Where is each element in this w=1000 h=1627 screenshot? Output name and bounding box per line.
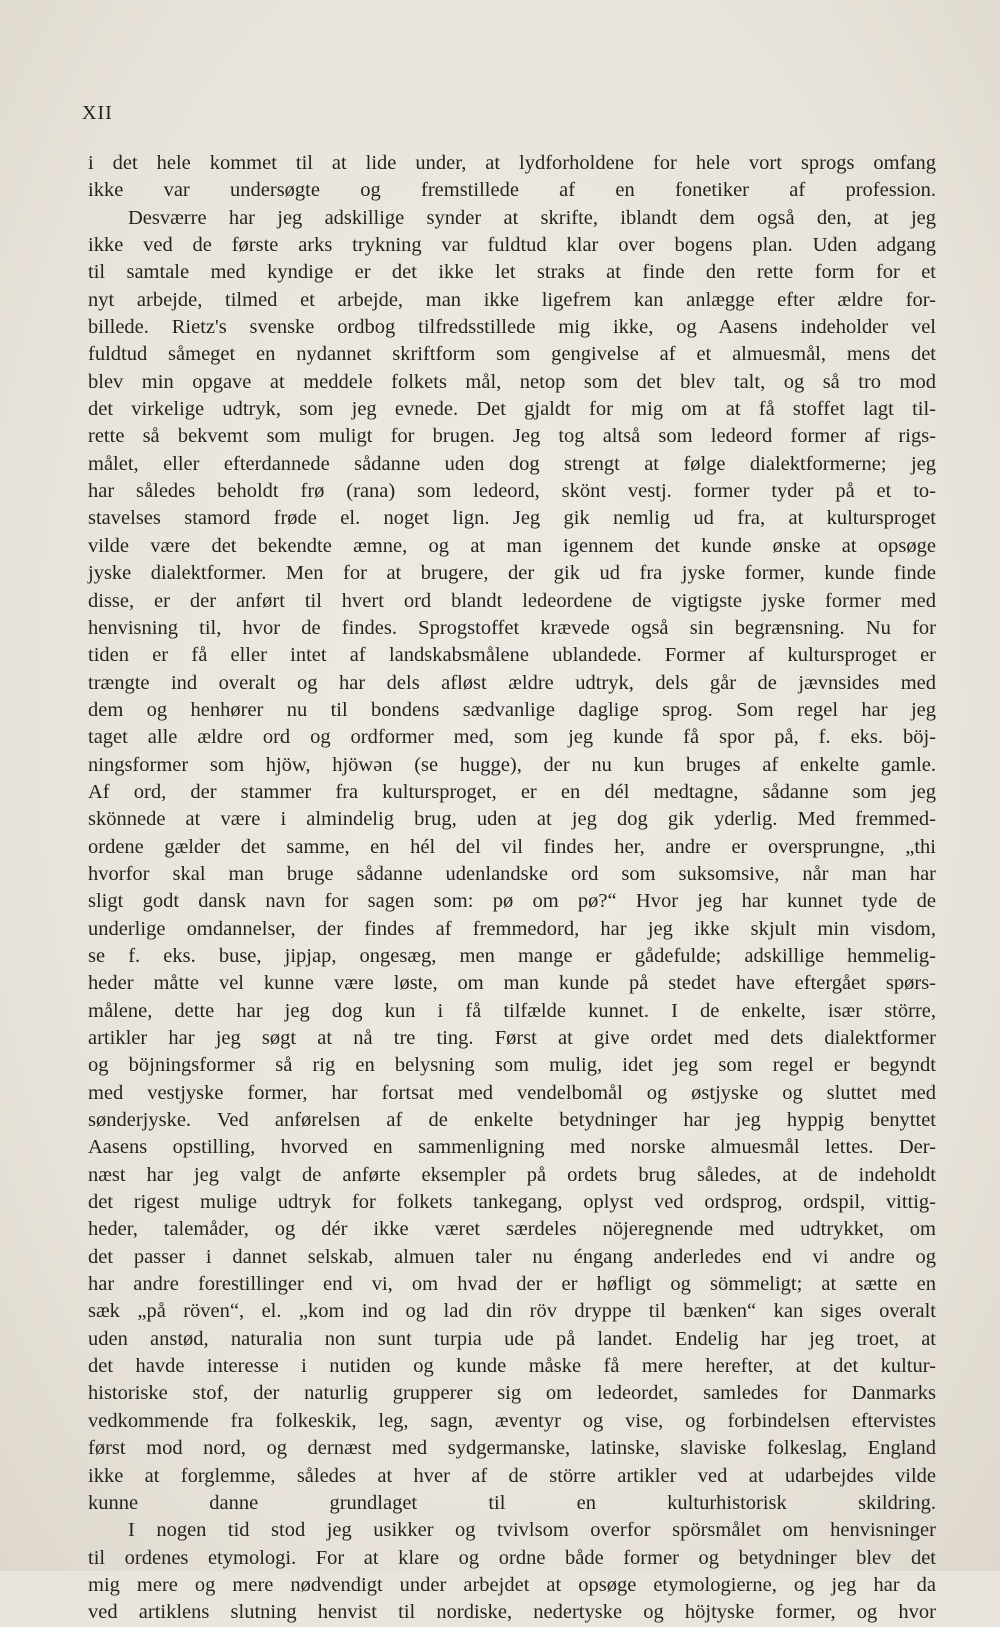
text-line: artikler har jeg søgt at nå tre ting. Først at give ordet med dets dialektformer [88, 1027, 936, 1049]
text-line: fuldtud såmeget en nydannet skriftform som gengivelse af et almuesmål, mens det [88, 343, 936, 366]
text-line: har andre forestillinger end vi, om hvad der er høfligt og sömmeligt; at sætte en [88, 1273, 936, 1296]
text-line: til ordenes etymologi. For at klare og ordne både former og betydninger blev det [88, 1546, 936, 1569]
text-line: underlige omdannelser, der findes af fremmedord, har jeg ikke skjult min visdom, [88, 917, 936, 940]
text-line: det havde interesse i nutiden og kunde måske få mere herefter, at det kultur- [88, 1355, 936, 1378]
text-line: kunne danne grundlaget til en kulturhistorisk skildring. [88, 1491, 936, 1514]
text-line: henvisning til, hvor de findes. Sprogstoffet krævede også sin begrænsning. Nu for [88, 616, 936, 639]
text-line: ordene gælder det samme, en hél del vil findes her, andre er oversprungne, „thi [88, 835, 936, 858]
text-line: i det hele kommet til at lide under, at lydforholdene for hele vort sprogs omfang [88, 152, 936, 174]
text-line: uden anstød, naturalia non sunt turpia ude på landet. Endelig har jeg troet, at [88, 1327, 936, 1350]
text-line: mig mere og mere nødvendigt under arbejdet at opsøge etymologierne, og jeg har da [88, 1573, 936, 1596]
text-line: trængte ind overalt og har dels afløst ældre udtryk, dels går de jævnsides med [88, 671, 936, 694]
text-line: ved artiklens slutning henvist til nordiske, nedertyske og höjtyske former, og hvor [88, 1601, 936, 1624]
text-line: disse, er der anført til hvert ord blandt ledeordene de vigtigste jyske former med [88, 589, 936, 612]
text-line: heder, talemåder, og dér ikke været særdeles nöjeregnende med udtrykket, om [88, 1218, 936, 1241]
text-line: taget alle ældre ord og ordformer med, som jeg kunde få spor på, f. eks. böj- [88, 726, 936, 749]
text-line: og böjningsformer så rig en belysning som mulig, idet jeg som regel er begyndt [88, 1054, 936, 1077]
text-line: vilde være det bekendte æmne, og at man igennem det kunde ønske at opsøge [88, 534, 936, 557]
text-line: det rigest mulige udtryk for folkets tankegang, oplyst ved ordsprog, ordspil, vittig- [88, 1191, 936, 1214]
text-line: målet, eller efterdannede sådanne uden dog strengt at følge dialektformerne; jeg [88, 452, 936, 475]
text-line: heder måtte vel kunne være løste, om man kunde på stedet have eftergået spørs- [88, 972, 936, 995]
text-line: næst har jeg valgt de anførte eksempler på ordets brug således, at de indeholdt [88, 1163, 936, 1186]
text-line: ikke var undersøgte og fremstillede af en fonetiker af profession. [88, 179, 936, 202]
text-line: skönnede at være i almindelig brug, uden at jeg dog gik yderlig. Med fremmed- [88, 808, 936, 831]
text-line: sønderjyske. Ved anførelsen af de enkelte betydninger har jeg hyppig benyttet [88, 1109, 936, 1132]
text-line: Af ord, der stammer fra kultursproget, er en dél medtagne, sådanne som jeg [88, 780, 936, 803]
text-line: historiske stof, der naturlig grupperer sig om ledeordet, samledes for Danmarks [88, 1382, 936, 1405]
text-line: blev min opgave at meddele folkets mål, netop som det blev talt, og så tro mod [88, 370, 936, 393]
text-line: Desværre har jeg adskillige synder at skrifte, iblandt dem også den, at jeg [128, 206, 936, 229]
text-line: I nogen tid stod jeg usikker og tvivlsom overfor spörsmålet om henvisninger [128, 1519, 936, 1542]
text-line: dem og henhører nu til bondens sædvanlige daglige sprog. Som regel har jeg [88, 698, 936, 721]
text-line: ikke ved de første arks trykning var fuldtud klar over bogens plan. Uden adgang [88, 234, 936, 257]
text-line: sligt godt dansk navn for sagen som: pø om pø?“ Hvor jeg har kunnet tyde de [88, 890, 936, 913]
text-line: hvorfor skal man bruge sådanne udenlandske ord som suksomsive, når man har [88, 862, 936, 885]
text-line: det virkelige udtryk, som jeg evnede. Det gjaldt for mig om at få stoffet lagt til- [88, 398, 936, 421]
text-line: billede. Rietz's svenske ordbog tilfredsstillede mig ikke, og Aasens indeholder vel [88, 316, 936, 339]
text-line: se f. eks. buse, jipjap, ongesæg, men mange er gådefulde; adskillige hemmelig- [88, 944, 936, 967]
page-number: XII [82, 102, 113, 124]
text-line: med vestjyske former, har fortsat med vendelbomål og østjyske og sluttet med [88, 1081, 936, 1104]
text-line: målene, dette har jeg dog kun i få tilfælde kunnet. I de enkelte, især större, [88, 999, 936, 1022]
text-line: sæk „på röven“, el. „kom ind og lad din röv dryppe til bænken“ kan siges overalt [88, 1300, 936, 1323]
text-line: jyske dialektformer. Men for at brugere, der gik ud fra jyske former, kunde finde [88, 562, 936, 585]
text-line: til samtale med kyndige er det ikke let straks at finde den rette form for et [88, 261, 936, 284]
text-line: ikke at forglemme, således at hver af de större artikler ved at udarbejdes vilde [88, 1464, 936, 1487]
text-line: nyt arbejde, tilmed et arbejde, man ikke ligefrem kan anlægge efter ældre for- [88, 288, 936, 311]
text-line: har således beholdt frø (rana) som ledeord, skönt vestj. former tyder på et to- [88, 480, 936, 503]
text-line: ningsformer som hjöw, hjöwən (se hugge), der nu kun bruges af enkelte gamle. [88, 753, 936, 776]
text-line: rette så bekvemt som muligt for brugen. Jeg tog altså som ledeord former af rigs- [88, 425, 936, 448]
text-line: tiden er få eller intet af landskabsmålene ublandede. Former af kultursproget er [88, 644, 936, 667]
text-line: det passer i dannet selskab, almuen taler nu éngang anderledes end vi andre og [88, 1245, 936, 1268]
text-line: Aasens opstilling, hvorved en sammenligning med norske almuesmål lettes. Der- [88, 1136, 936, 1159]
text-line: vedkommende fra folkeskik, leg, sagn, æventyr og vise, og forbindelsen eftervistes [88, 1409, 936, 1432]
text-line: stavelses stamord frøde el. noget lign. Jeg gik nemlig ud fra, at kultursproget [88, 507, 936, 530]
body-text [88, 150, 936, 1627]
text-line: først mod nord, og dernæst med sydgermanske, latinske, slaviske folkeslag, England [88, 1437, 936, 1460]
